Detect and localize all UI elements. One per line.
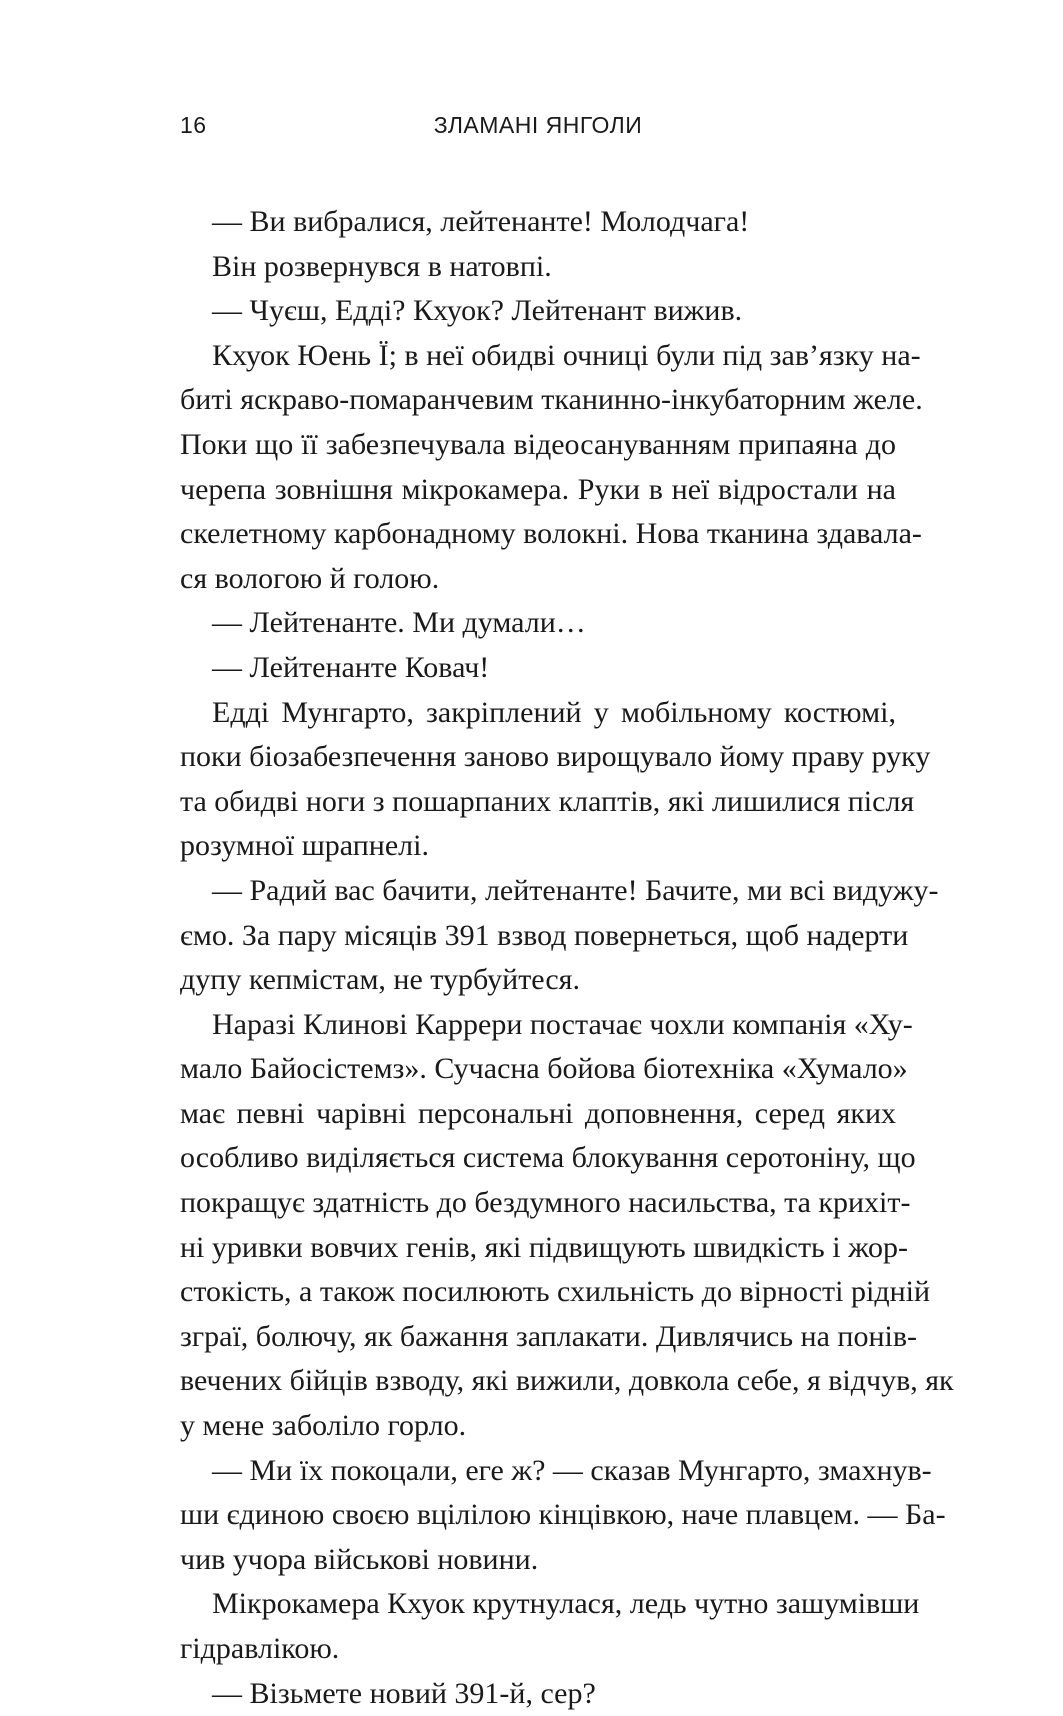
- text-line: черепа зовнішня мікрокамера. Руки в неї відростали на: [180, 472, 896, 506]
- text-line: Мікрокамера Кхуок крутнулася, ледь чутно зашумівши: [212, 1587, 920, 1621]
- text-line: зграї, болючу, як бажання заплакати. Дивлячись на понів-: [180, 1319, 918, 1353]
- text-line: ні уривки вовчих генів, які підвищують швидкість і жор-: [180, 1230, 909, 1264]
- text-line: ши єдиною своєю вцілілою кінцівкою, наче плавцем. — Ба-: [180, 1498, 946, 1532]
- text-line: — Ми їх покоцали, еге ж? — сказав Мунгарто, змахнув-: [212, 1453, 932, 1487]
- paragraph: [180, 646, 896, 691]
- body-text: [180, 200, 954, 1716]
- text-line: покращує здатність до бездумного насильства, та крихіт-: [180, 1186, 911, 1220]
- paragraph: [180, 869, 939, 1003]
- text-line: Едді Мунгарто, закріплений у мобільному костюмі,: [212, 695, 896, 729]
- paragraph: [180, 334, 923, 602]
- paragraph: [180, 1449, 946, 1583]
- text-line: биті яскраво-помаранчевим тканинно-інкубаторним желе.: [180, 383, 923, 417]
- text-line: скелетному карбонадному волокні. Нова тканина здавала-: [180, 517, 922, 551]
- page-number: 16: [180, 112, 207, 138]
- text-line: розумної шрапнелі.: [180, 829, 429, 863]
- text-line: мало Байосістемз». Сучасна бойова біотехніка «Хумало»: [180, 1052, 908, 1086]
- running-title: ЗЛАМАНІ ЯНГОЛИ: [433, 112, 643, 138]
- paragraph: [180, 200, 896, 245]
- paragraph: [180, 691, 931, 869]
- text-line: особливо виділяється система блокування серотоніну, що: [180, 1141, 916, 1175]
- text-line: — Ви вибралися, лейтенанте! Молодчага!: [212, 205, 750, 238]
- text-line: — Візьмете новий 391-й, сер?: [212, 1676, 596, 1710]
- text-line: у мене заболіло горло.: [180, 1409, 467, 1443]
- text-line: Він розвернувся в натовпі.: [212, 249, 552, 283]
- running-header: [180, 112, 896, 142]
- text-line: має певні чарівні персональні доповнення, серед яких: [180, 1096, 896, 1130]
- text-line: дупу кепмістам, не турбуйтеся.: [180, 963, 580, 997]
- paragraph: [180, 1003, 954, 1449]
- text-line: поки біозабезпечення заново вирощувало йому праву руку: [180, 740, 931, 774]
- text-line: стокість, а також посилюють схильність до вірності рідній: [180, 1275, 931, 1309]
- text-line: гідравлікою.: [180, 1632, 340, 1665]
- text-line: Наразі Клинові Каррери постачає чохли компанія «Ху-: [212, 1007, 913, 1041]
- paragraph: [180, 1672, 896, 1716]
- paragraph: [180, 289, 896, 334]
- text-line: — Лейтенанте Ковач!: [212, 650, 490, 684]
- text-line: — Радий вас бачити, лейтенанте! Бачите, ми всі видужу-: [212, 873, 939, 907]
- text-line: Кхуок Юень Ї; в неї обидві очниці були під зав’язку на-: [212, 338, 921, 372]
- text-line: Поки що її забезпечувала відеосануванням припаяна до: [180, 427, 896, 461]
- text-line: ся вологою й голою.: [180, 561, 440, 595]
- paragraph: [180, 1582, 920, 1671]
- text-line: чив учора військові новини.: [180, 1542, 539, 1576]
- text-line: — Чуєш, Едді? Кхуок? Лейтенант вижив.: [212, 294, 743, 328]
- text-line: — Лейтенанте. Ми думали…: [212, 606, 586, 640]
- paragraph: [180, 601, 896, 646]
- text-line: вечених бійців взводу, які вижили, довкола себе, я відчув, як: [180, 1364, 954, 1398]
- text-line: та обидві ноги з пошарпаних клаптів, які лишилися після: [180, 784, 915, 818]
- text-line: ємо. За пару місяців 391 взвод повернеться, щоб надерти: [180, 918, 909, 952]
- paragraph: [180, 245, 896, 290]
